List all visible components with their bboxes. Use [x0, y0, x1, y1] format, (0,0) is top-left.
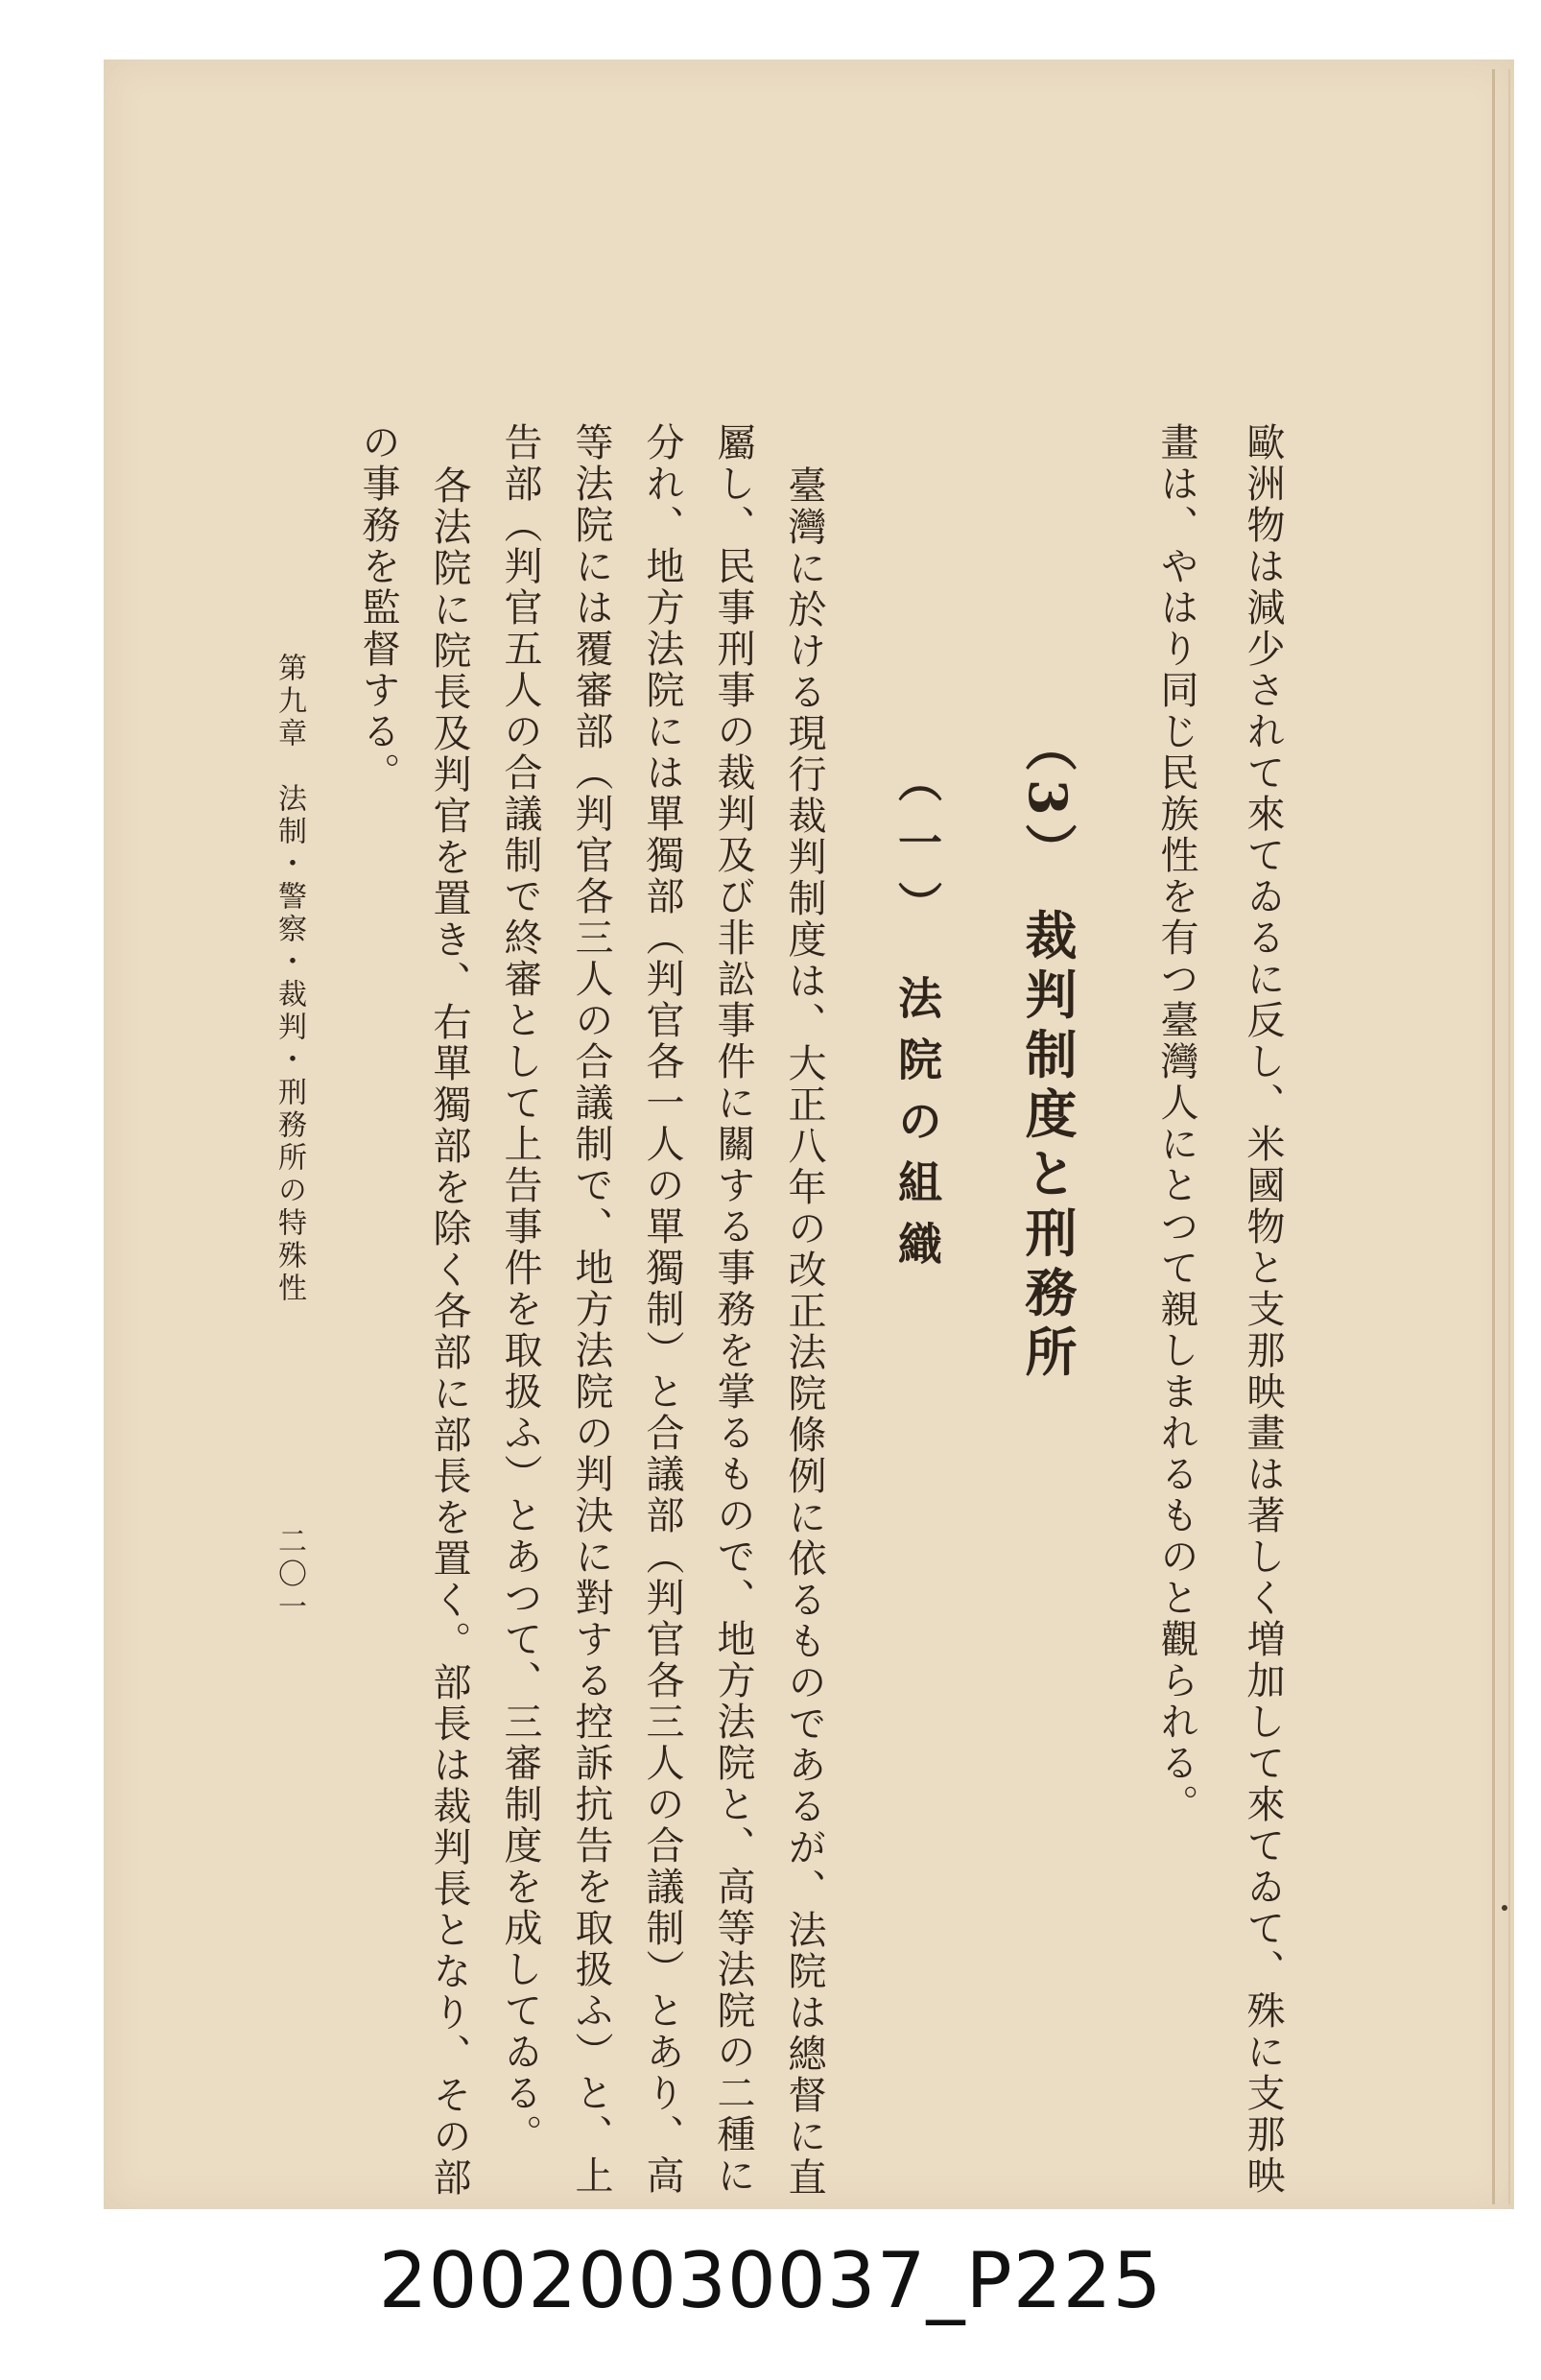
- text-column-body-4: 等法院には覆審部（判官各三人の合議制で、地方法院の判決に對する控訴抗告を取扱ふ）と、上: [569, 422, 613, 2197]
- section-title: （3） 裁判制度と刑務所: [1017, 720, 1079, 1385]
- text-column-body-5: 告部（判官五人の合議制で終審として上告事件を取扱ふ）とあつて、三審制度を成してゐる。: [498, 422, 542, 2155]
- text-column-body-1: 臺灣に於ける現行裁判制度は、大正八年の改正法院條例に依るものであるが、法院は總督に直: [782, 465, 826, 2199]
- catalog-id-caption: 20020030037_P225: [378, 2236, 1163, 2325]
- text-column-body-2: 屬し、民事刑事の裁判及び非訟事件に關する事務を掌るもので、地方法院と、高等法院の二種に: [711, 422, 755, 2197]
- text-column-top-2: 畫は、やはり同じ民族性を有つ臺灣人にとつて親しまれるものと觀られる。: [1154, 422, 1198, 1825]
- subsection-title: （一） 法院の組織: [891, 758, 943, 1283]
- running-footer: 第九章 法制・警察・裁判・刑務所の特殊性: [273, 653, 306, 1305]
- page-fore-edge: [1492, 69, 1510, 2204]
- text-column-top-1: 歐洲物は減少されて來てゐるに反し、米國物と支那映畫は著しく増加して來てゐて、殊に支那映: [1241, 422, 1285, 2197]
- text-column-body-7: の事務を監督する。: [356, 422, 400, 794]
- page-number: 二〇一: [273, 1526, 306, 1624]
- ink-dot: [1502, 1905, 1507, 1911]
- text-column-body-6: 各法院に院長及判官を置き、右單獨部を除く各部に部長を置く。部長は裁判長となり、その部: [427, 465, 471, 2199]
- text-column-body-3: 分れ、地方法院には單獨部（判官各一人の單獨制）と合議部（判官各三人の合議制）とあり、高: [640, 422, 684, 2197]
